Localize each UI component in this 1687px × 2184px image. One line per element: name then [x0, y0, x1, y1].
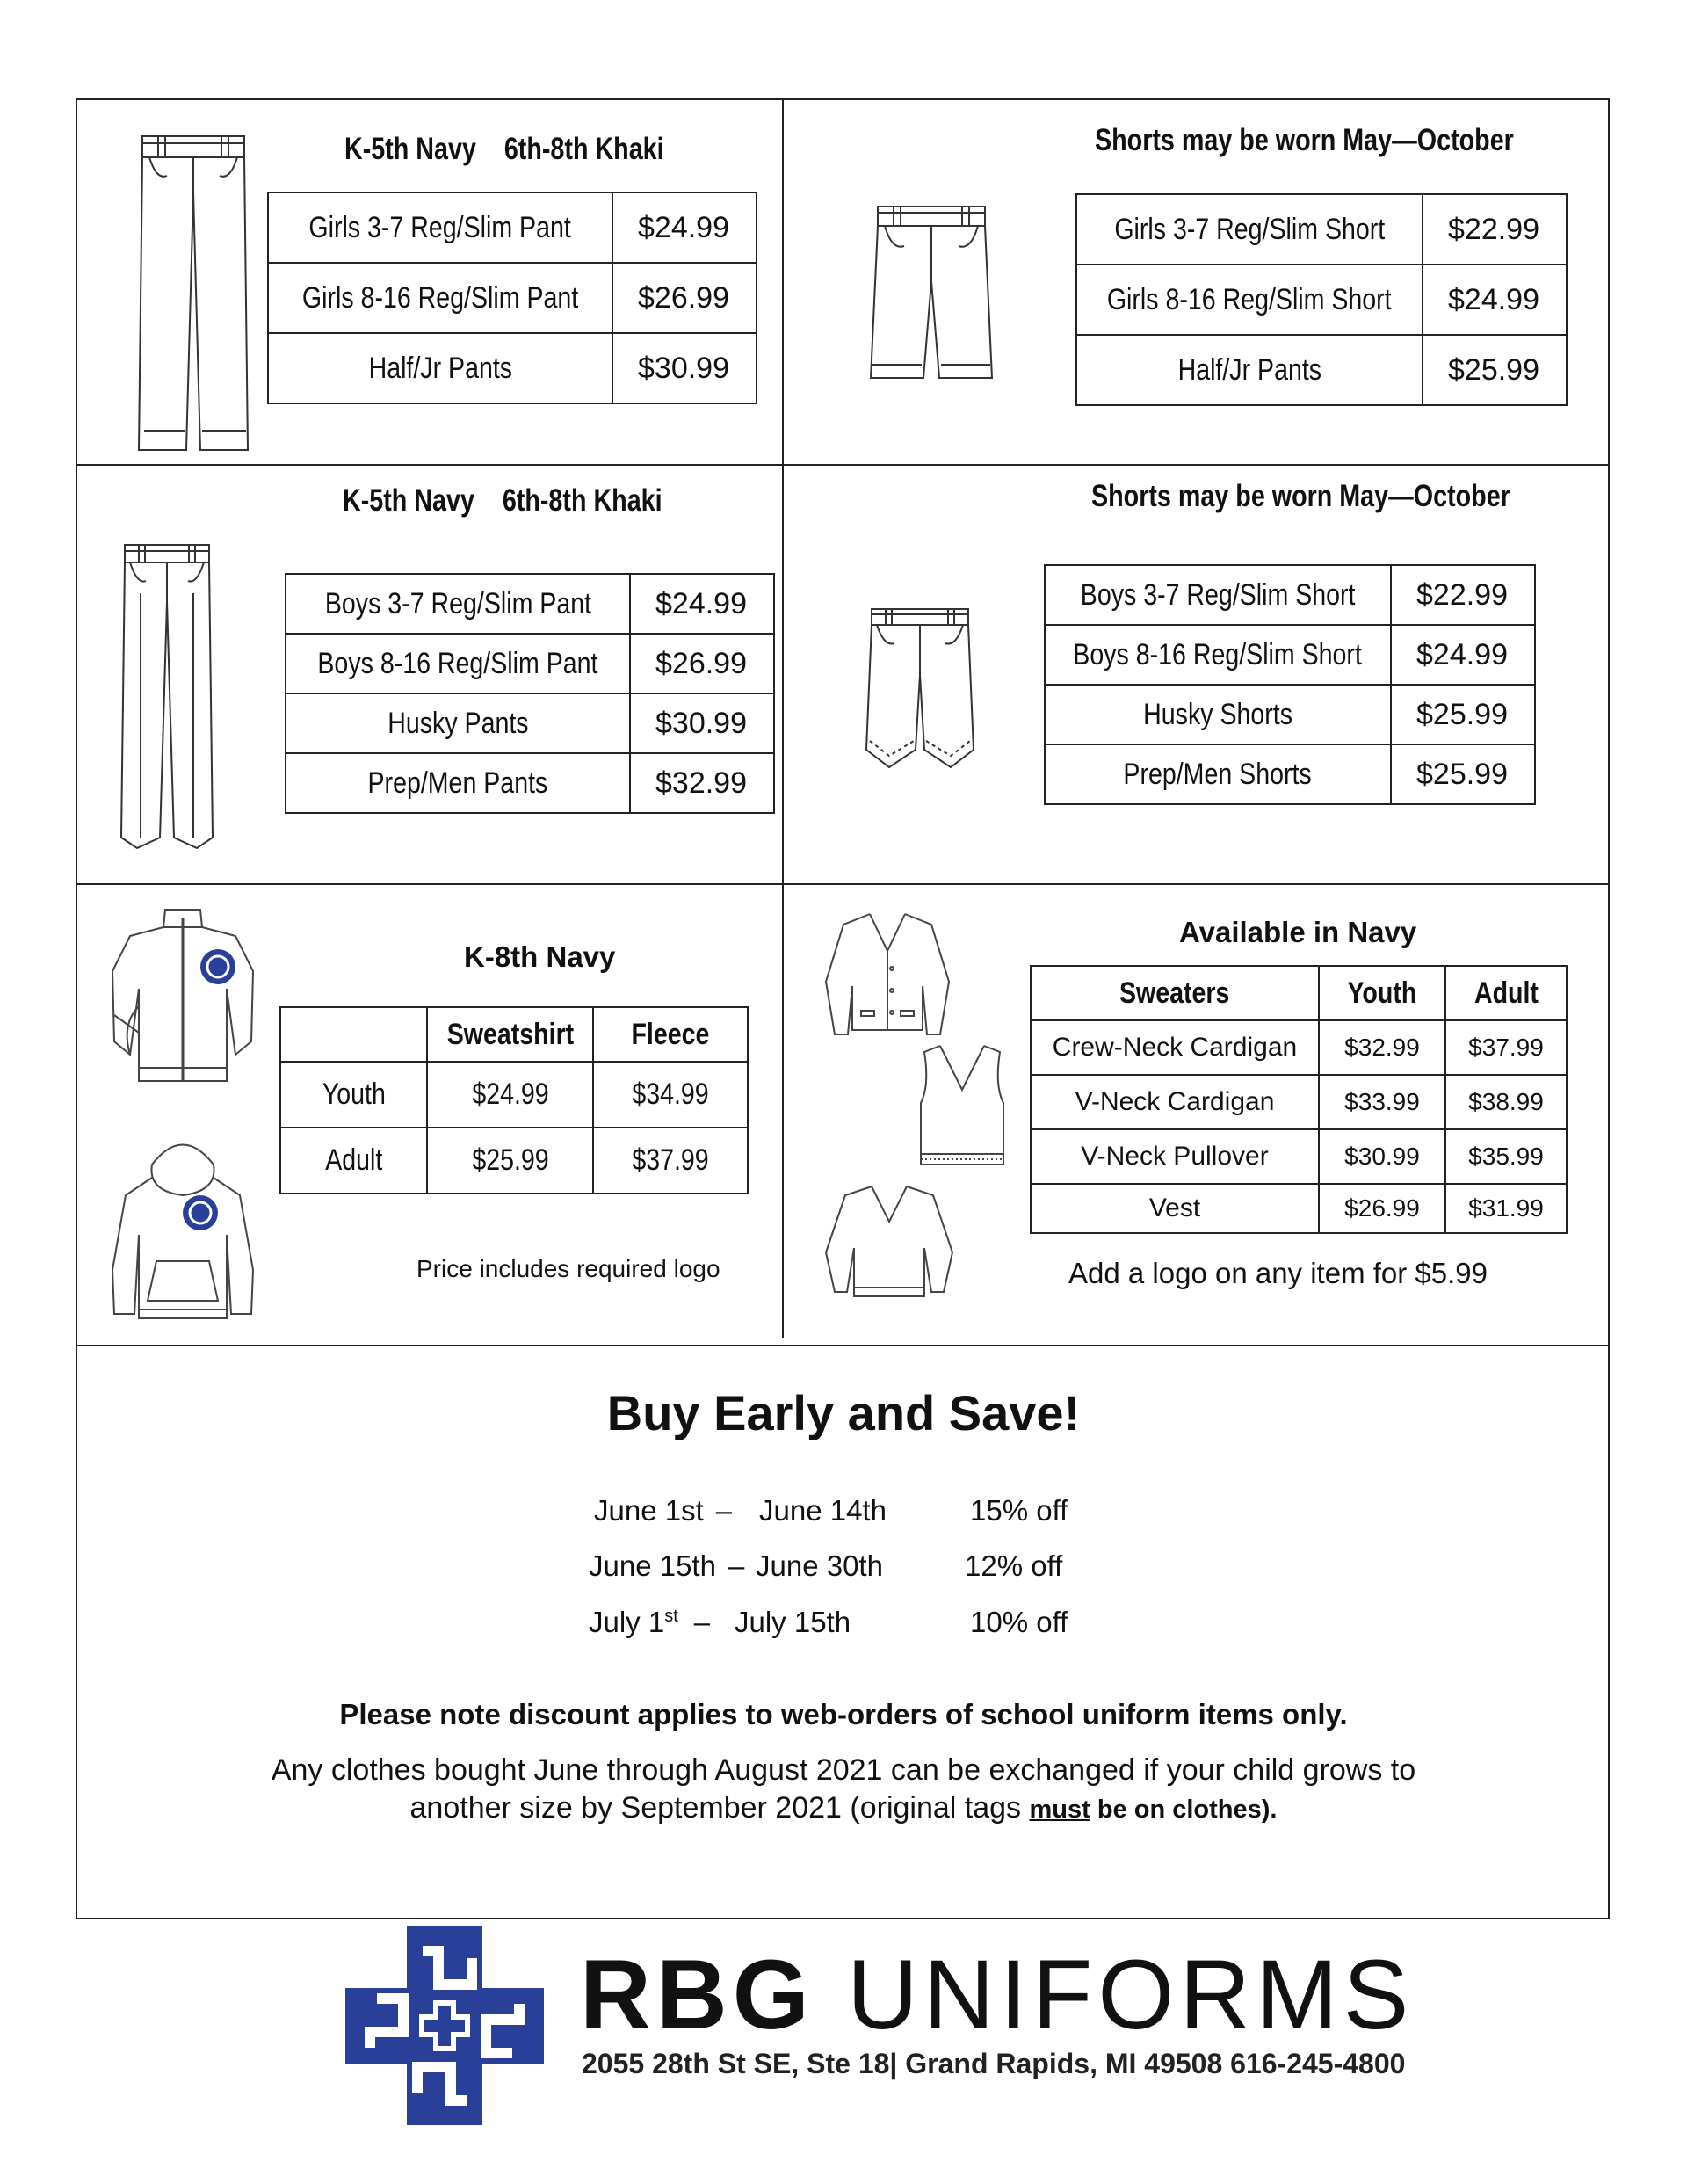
exchange-note-line2: another size by September 2021 (original tags must be on clothes). [409, 1791, 1278, 1825]
discount-note: Please note discount applies to web-orders of school uniform items only. [339, 1698, 1348, 1731]
table-row [1031, 1184, 1567, 1233]
table-row [1076, 265, 1567, 335]
table-row [1045, 565, 1535, 625]
table-row [1031, 1129, 1567, 1184]
cardigan-illustration [822, 907, 953, 1039]
logo-price-note: Price includes required logo [416, 1255, 720, 1282]
brand-name: RBG UNIFORMS [580, 1940, 1415, 2050]
item-name: Half/Jr Pants [1177, 352, 1321, 387]
boys-shorts-table [1044, 564, 1536, 805]
table-row [286, 574, 774, 634]
item-price: $34.99 [632, 1077, 709, 1111]
item-price: $25.99 [471, 1143, 549, 1177]
table-row [280, 1062, 748, 1128]
table-row [1076, 194, 1567, 265]
item-price: $38.99 [1445, 1075, 1567, 1129]
boys-shorts-heading: Shorts may be worn May—October [1091, 479, 1510, 513]
column-header: Youth [1347, 976, 1417, 1010]
item-price: $32.99 [630, 753, 774, 813]
item-name: Husky Shorts [1143, 697, 1292, 731]
outerwear-heading: K-8th Navy [464, 940, 616, 973]
row-divider-1 [76, 464, 1610, 466]
table-row [1045, 685, 1535, 744]
sweaters-heading: Available in Navy [1179, 916, 1417, 948]
sale-discount: 12% off [965, 1549, 1063, 1582]
sale-period-start: June 1st – [594, 1494, 733, 1527]
item-name: Boys 3-7 Reg/Slim Pant [324, 586, 591, 620]
item-name: Girls 3-7 Reg/Slim Short [1114, 212, 1385, 246]
girls-pants-table [267, 192, 757, 404]
item-price: $24.99 [1391, 625, 1535, 685]
exchange-note-line1: Any clothes bought June through August 2021 can be exchanged if your child grows to [271, 1753, 1416, 1787]
sale-discount: 15% off [970, 1494, 1068, 1527]
column-header: Sweaters [1119, 976, 1230, 1010]
sale-period-end: June 14th [759, 1494, 887, 1527]
item-name: Prep/Men Shorts [1123, 757, 1313, 791]
store-address: 2055 28th St SE, Ste 18| Grand Rapids, MI 49508 616-245-4800 [582, 2048, 1406, 2079]
row-divider-3 [76, 1345, 1610, 1346]
rbg-logo-icon [345, 1926, 544, 2125]
outerwear-table [279, 1006, 749, 1194]
item-price: $25.99 [1391, 744, 1535, 804]
table-row [280, 1128, 748, 1194]
sale-period-end: June 30th [756, 1549, 883, 1582]
item-name: V-Neck Pullover [1031, 1129, 1319, 1184]
column-header: Adult [1473, 976, 1539, 1010]
item-price: $24.99 [630, 574, 774, 634]
column-header: Fleece [631, 1017, 710, 1051]
table-header-row [1031, 966, 1567, 1020]
column-divider [782, 98, 784, 1338]
sweaters-table [1030, 965, 1568, 1234]
boys-shorts-illustration [863, 605, 977, 776]
item-price: $22.99 [1391, 565, 1535, 625]
item-name: Boys 3-7 Reg/Slim Short [1080, 577, 1356, 612]
table-row [1045, 744, 1535, 804]
item-price: $33.99 [1319, 1075, 1445, 1129]
item-price: $35.99 [1445, 1129, 1567, 1184]
column-header: Sweatshirt [446, 1017, 574, 1051]
girls-shorts-table [1075, 193, 1568, 406]
table-row [268, 263, 757, 333]
item-name: Girls 3-7 Reg/Slim Pant [308, 210, 572, 244]
sale-period-end: July 15th [735, 1606, 851, 1638]
item-name: Crew-Neck Cardigan [1031, 1020, 1319, 1075]
item-name: Prep/Men Pants [367, 765, 548, 800]
pullover-illustration [819, 1182, 959, 1305]
item-name: Husky Pants [387, 706, 529, 740]
sale-title: Buy Early and Save! [606, 1385, 1081, 1440]
item-price: $24.99 [1423, 265, 1567, 335]
table-row [268, 192, 757, 263]
table-header-row [280, 1007, 748, 1062]
fleece-jacket-illustration [104, 901, 262, 1090]
logo-badge-icon [200, 949, 235, 984]
item-price: $26.99 [612, 263, 757, 333]
item-price: $26.99 [1319, 1184, 1445, 1233]
table-row [286, 693, 774, 753]
sale-period-start: July 1st – [589, 1606, 711, 1638]
item-name: Vest [1031, 1184, 1319, 1233]
item-name: Boys 8-16 Reg/Slim Pant [317, 646, 598, 680]
item-price: $26.99 [630, 634, 774, 693]
hoodie-illustration [104, 1129, 262, 1327]
item-price: $24.99 [612, 192, 757, 263]
vest-illustration [914, 1041, 1010, 1178]
item-price: $32.99 [1319, 1020, 1445, 1075]
girls-shorts-heading: Shorts may be worn May—October [1095, 123, 1514, 157]
table-row [286, 753, 774, 813]
item-price: $22.99 [1423, 194, 1567, 265]
item-name: Boys 8-16 Reg/Slim Short [1073, 637, 1363, 671]
table-row [286, 634, 774, 693]
item-name: Half/Jr Pants [368, 351, 512, 385]
add-logo-note: Add a logo on any item for $5.99 [1068, 1257, 1488, 1289]
item-price: $24.99 [471, 1077, 549, 1111]
item-price: $37.99 [632, 1143, 709, 1177]
girls-pants-illustration [132, 132, 255, 457]
item-price: $31.99 [1445, 1184, 1567, 1233]
sale-period-start: June 15th – [589, 1549, 745, 1582]
row-label: Adult [324, 1143, 383, 1177]
item-price: $30.99 [630, 693, 774, 753]
logo-badge-icon [183, 1195, 218, 1230]
item-name: V-Neck Cardigan [1031, 1075, 1319, 1129]
item-name: Girls 8-16 Reg/Slim Short [1107, 282, 1392, 316]
table-row [1076, 335, 1567, 405]
table-row [1031, 1075, 1567, 1129]
table-row [1031, 1020, 1567, 1075]
item-price: $25.99 [1391, 685, 1535, 744]
row-label: Youth [322, 1077, 386, 1111]
table-row [1045, 625, 1535, 685]
sale-discount: 10% off [970, 1606, 1068, 1638]
item-name: Girls 8-16 Reg/Slim Pant [301, 280, 579, 315]
girls-pants-heading: K-5th Navy 6th-8th Khaki [344, 132, 664, 166]
girls-shorts-illustration [865, 202, 997, 387]
boys-pants-illustration [114, 541, 220, 857]
item-price: $30.99 [612, 333, 757, 403]
item-price: $25.99 [1423, 335, 1567, 405]
item-price: $37.99 [1445, 1020, 1567, 1075]
row-divider-2 [76, 883, 1610, 885]
boys-pants-table [285, 573, 775, 814]
boys-pants-heading: K-5th Navy 6th-8th Khaki [343, 483, 662, 518]
item-price: $30.99 [1319, 1129, 1445, 1184]
table-row [268, 333, 757, 403]
